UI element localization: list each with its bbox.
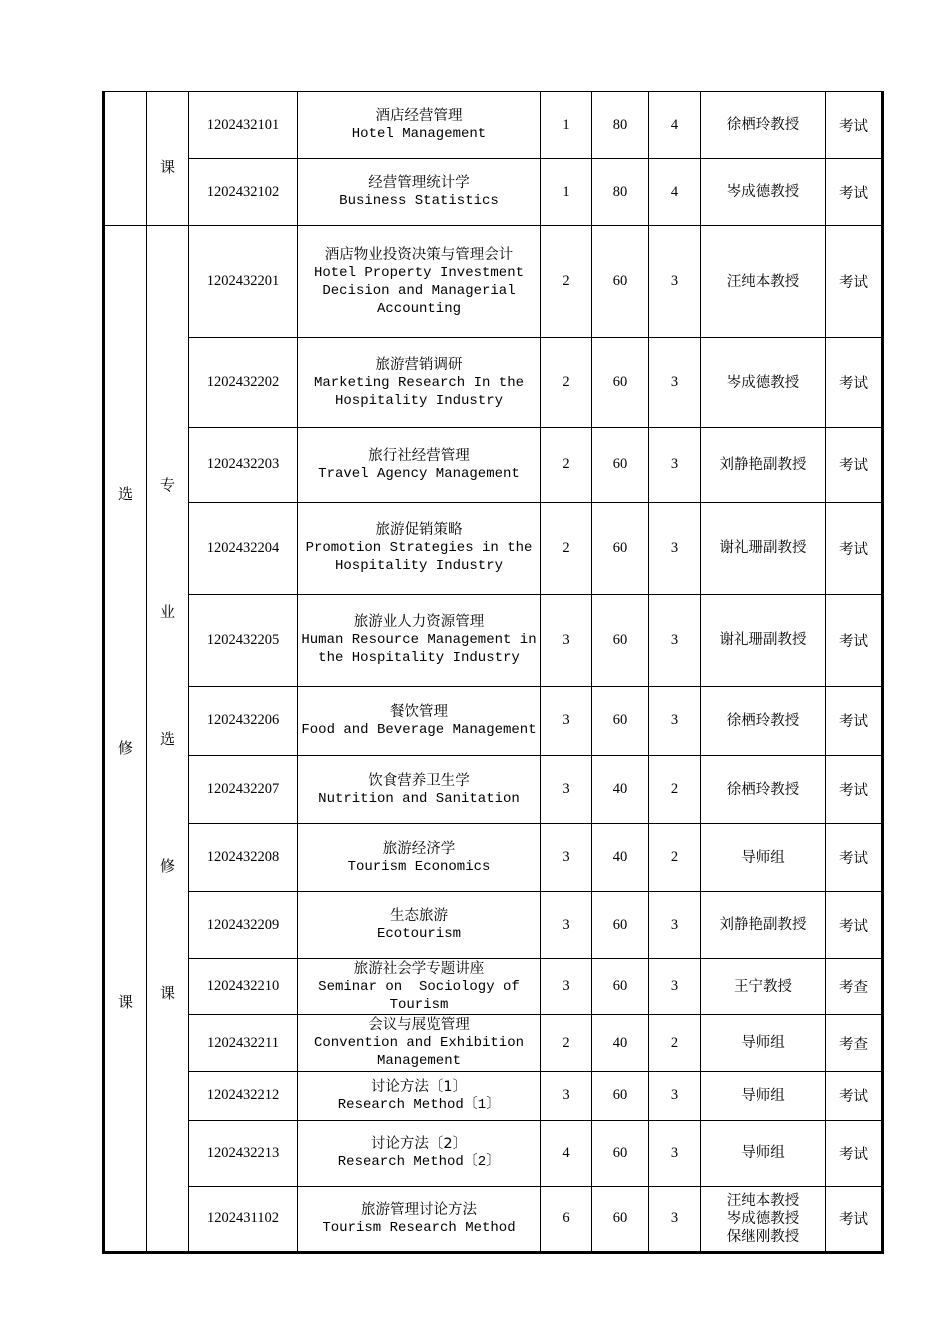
hours: 60 xyxy=(592,686,649,755)
credits: 4 xyxy=(649,92,701,159)
credits: 3 xyxy=(649,226,701,338)
assessment: 考试 xyxy=(826,594,883,686)
category-char: 课 xyxy=(117,995,133,1011)
course-name xyxy=(298,92,541,159)
teacher: 王宁教授 xyxy=(701,959,826,1015)
category-cell xyxy=(147,92,189,226)
hours: 60 xyxy=(592,226,649,338)
teacher: 导师组 xyxy=(701,824,826,892)
teacher-line: 汪纯本教授 xyxy=(726,1192,800,1209)
course-code: 1202432211 xyxy=(189,1015,298,1071)
semester: 2 xyxy=(541,338,592,428)
course-table xyxy=(102,91,884,1254)
course-name-zh: 会议与展览管理 xyxy=(368,1017,470,1033)
credits: 4 xyxy=(649,159,701,226)
semester: 3 xyxy=(541,892,592,959)
course-code: 1202432101 xyxy=(189,92,298,159)
semester: 2 xyxy=(541,502,592,594)
course-name xyxy=(298,428,541,502)
category-char: 专 xyxy=(159,478,175,494)
course-name-en: Human Resource Management in the Hospitality Industry xyxy=(301,632,546,667)
hours: 60 xyxy=(592,428,649,502)
course-code: 1202432204 xyxy=(189,502,298,594)
hours: 60 xyxy=(592,502,649,594)
teacher: 导师组 xyxy=(701,1120,826,1186)
assessment: 考试 xyxy=(826,502,883,594)
course-name-zh: 酒店经营管理 xyxy=(375,108,463,124)
course-name-en: Marketing Research In the Hospitality Industry xyxy=(313,374,533,409)
course-name-en: Hotel Property Investment Decision and Managerial Accounting xyxy=(313,264,533,317)
course-name-zh: 餐饮管理 xyxy=(390,703,448,720)
credits: 3 xyxy=(649,686,701,755)
table-row xyxy=(104,686,883,755)
table-row xyxy=(104,1186,883,1252)
course-code: 1202432213 xyxy=(189,1120,298,1186)
table-row xyxy=(104,428,883,502)
category-char: 修 xyxy=(117,741,133,757)
semester: 2 xyxy=(541,1015,592,1071)
course-code: 1202432206 xyxy=(189,686,298,755)
semester: 1 xyxy=(541,92,592,159)
course-name-en: Nutrition and Sanitation xyxy=(318,790,520,807)
hours: 60 xyxy=(592,594,649,686)
credits: 3 xyxy=(649,502,701,594)
table-row xyxy=(104,1120,883,1186)
course-name-en: Food and Beverage Management xyxy=(301,721,537,738)
category-cell-blank xyxy=(104,92,147,226)
teacher: 徐栖玲教授 xyxy=(701,92,826,159)
teacher: 刘静艳副教授 xyxy=(701,892,826,959)
table-row xyxy=(104,1015,883,1071)
hours: 60 xyxy=(592,1120,649,1186)
course-name-zh: 旅游管理讨论方法 xyxy=(361,1201,477,1218)
assessment: 考试 xyxy=(826,686,883,755)
course-name-zh: 旅行社经营管理 xyxy=(368,447,470,464)
course-name-zh: 生态旅游 xyxy=(390,908,448,925)
table-row xyxy=(104,959,883,1015)
credits: 2 xyxy=(649,755,701,823)
course-name-zh: 经营管理统计学 xyxy=(368,175,470,191)
category-char: 选 xyxy=(159,732,175,748)
course-name xyxy=(298,824,541,892)
hours: 40 xyxy=(592,1015,649,1071)
assessment: 考试 xyxy=(826,1120,883,1186)
teacher: 刘静艳副教授 xyxy=(701,428,826,502)
hours: 60 xyxy=(592,1186,649,1252)
teacher-line: 岑成德教授 xyxy=(726,1210,800,1227)
teacher xyxy=(701,1186,826,1252)
course-code: 1202432207 xyxy=(189,755,298,823)
teacher: 岑成德教授 xyxy=(701,338,826,428)
course-code: 1202432208 xyxy=(189,824,298,892)
course-name-zh: 旅游促销策略 xyxy=(375,522,463,539)
course-name xyxy=(298,594,546,686)
category-char: 选 xyxy=(117,487,133,503)
teacher: 谢礼珊副教授 xyxy=(701,502,826,594)
course-code: 1202432102 xyxy=(189,159,298,226)
course-name-en: Business Statistics xyxy=(339,193,499,209)
course-name-zh: 讨论方法〔1〕 xyxy=(370,1078,468,1095)
assessment: 考试 xyxy=(826,824,883,892)
hours: 60 xyxy=(592,892,649,959)
assessment: 考试 xyxy=(826,1071,883,1120)
course-name-en: Research Method〔2〕 xyxy=(337,1154,501,1171)
assessment: 考试 xyxy=(826,338,883,428)
category-char: 修 xyxy=(159,859,175,875)
assessment: 考查 xyxy=(826,1015,883,1071)
course-name xyxy=(298,338,541,428)
table-row xyxy=(104,159,883,226)
table-row xyxy=(104,755,883,823)
course-name xyxy=(298,892,541,959)
assessment: 考试 xyxy=(826,428,883,502)
course-code: 1202432203 xyxy=(189,428,298,502)
hours: 80 xyxy=(592,159,649,226)
teacher: 谢礼珊副教授 xyxy=(701,594,826,686)
category-cell-outer xyxy=(104,226,147,1253)
semester: 2 xyxy=(541,428,592,502)
course-name-en: Hotel Management xyxy=(351,126,487,142)
course-name-en: Travel Agency Management xyxy=(318,465,520,482)
course-name-zh: 饮食营养卫生学 xyxy=(368,772,470,789)
assessment: 考试 xyxy=(826,159,883,226)
table-body xyxy=(104,92,883,1253)
credits: 3 xyxy=(649,594,701,686)
semester: 3 xyxy=(541,755,592,823)
course-name xyxy=(298,1120,541,1186)
semester: 3 xyxy=(541,824,592,892)
course-name xyxy=(298,226,541,338)
table-row xyxy=(104,338,883,428)
semester: 3 xyxy=(541,594,592,686)
teacher: 导师组 xyxy=(701,1015,826,1071)
course-name-zh: 旅游社会学专题讲座 xyxy=(353,960,485,977)
teacher: 岑成德教授 xyxy=(701,159,826,226)
assessment: 考查 xyxy=(826,959,883,1015)
semester: 1 xyxy=(541,159,592,226)
table-row xyxy=(104,226,883,338)
semester: 3 xyxy=(541,1071,592,1120)
course-name-en: Research Method〔1〕 xyxy=(337,1096,501,1113)
hours: 60 xyxy=(592,338,649,428)
table-row xyxy=(104,892,883,959)
course-name xyxy=(298,686,541,755)
course-name-en: Tourism Economics xyxy=(347,858,491,875)
assessment: 考试 xyxy=(826,92,883,159)
semester: 4 xyxy=(541,1120,592,1186)
course-name-en: Promotion Strategies in the Hospitality Industry xyxy=(305,540,541,575)
teacher: 导师组 xyxy=(701,1071,826,1120)
semester: 3 xyxy=(541,686,592,755)
table-row xyxy=(104,92,883,159)
credits: 2 xyxy=(649,1015,701,1071)
hours: 60 xyxy=(592,1071,649,1120)
semester: 2 xyxy=(541,226,592,338)
credits: 3 xyxy=(649,338,701,428)
course-code: 1202432201 xyxy=(189,226,298,338)
credits: 3 xyxy=(649,1071,701,1120)
assessment: 考试 xyxy=(826,226,883,338)
teacher: 汪纯本教授 xyxy=(701,226,826,338)
course-code: 1202432210 xyxy=(189,959,298,1015)
table-row xyxy=(104,1071,883,1120)
course-name xyxy=(298,1071,541,1120)
credits: 3 xyxy=(649,428,701,502)
credits: 2 xyxy=(649,824,701,892)
assessment: 考试 xyxy=(826,1186,883,1252)
course-name-zh: 旅游业人力资源管理 xyxy=(353,614,485,631)
course-code: 1202432205 xyxy=(189,594,298,686)
table-row xyxy=(104,502,883,594)
course-name-zh: 旅游营销调研 xyxy=(375,356,463,373)
hours: 80 xyxy=(592,92,649,159)
teacher: 徐栖玲教授 xyxy=(701,755,826,823)
course-name-zh: 讨论方法〔2〕 xyxy=(370,1136,468,1153)
category-char: 课 xyxy=(159,986,175,1002)
assessment: 考试 xyxy=(826,892,883,959)
credits: 3 xyxy=(649,1186,701,1252)
credits: 3 xyxy=(649,892,701,959)
semester: 6 xyxy=(541,1186,592,1252)
semester: 3 xyxy=(541,959,592,1015)
category-char: 业 xyxy=(159,605,175,621)
table-row xyxy=(104,824,883,892)
hours: 40 xyxy=(592,755,649,823)
hours: 60 xyxy=(592,959,649,1015)
course-name xyxy=(298,755,541,823)
table-row xyxy=(104,594,883,686)
credits: 3 xyxy=(649,1120,701,1186)
course-name-en: Tourism Research Method xyxy=(322,1219,516,1236)
teacher: 徐栖玲教授 xyxy=(701,686,826,755)
course-code: 1202431102 xyxy=(189,1186,298,1252)
category-cell-inner xyxy=(147,226,189,1253)
course-name xyxy=(298,159,541,226)
course-name-en: Convention and Exhibition Management xyxy=(313,1035,533,1069)
course-name-en: Seminar on Sociology of Tourism xyxy=(318,978,529,1013)
course-code: 1202432212 xyxy=(189,1071,298,1120)
teacher-line: 保继刚教授 xyxy=(726,1228,800,1245)
course-code: 1202432209 xyxy=(189,892,298,959)
course-name-zh: 旅游经济学 xyxy=(382,840,456,857)
course-code: 1202432202 xyxy=(189,338,298,428)
course-name-en: Ecotourism xyxy=(376,926,461,943)
hours: 40 xyxy=(592,824,649,892)
course-name xyxy=(298,1015,541,1071)
course-name xyxy=(298,959,541,1015)
assessment: 考试 xyxy=(826,755,883,823)
course-name xyxy=(298,502,541,594)
course-name xyxy=(298,1186,541,1252)
credits: 3 xyxy=(649,959,701,1015)
category-char: 课 xyxy=(159,159,175,176)
course-name-zh: 酒店物业投资决策与管理会计 xyxy=(324,246,514,263)
